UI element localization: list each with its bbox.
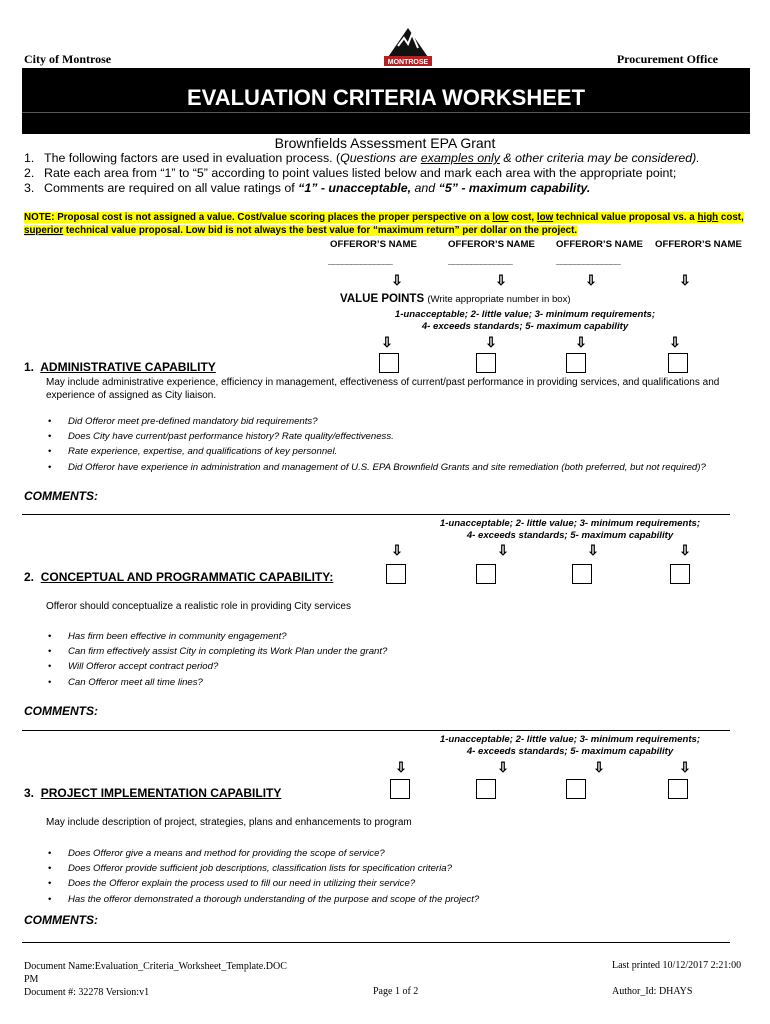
list-item: • Did Offeror meet pre-defined mandatory bid requirements? (48, 416, 318, 427)
page-number: Page 1 of 2 (373, 986, 419, 997)
score-box-offeror-1[interactable] (379, 353, 399, 373)
document-name-cont: PM (24, 974, 39, 985)
list-item: • Has firm been effective in community engagement? (48, 631, 287, 642)
list-item: • Did Offeror have experience in administration and management of U.S. EPA Brownfield Grants and site remediation (both preferred, but not required)? (48, 461, 706, 473)
logo-text: MONTROSE (387, 59, 429, 66)
offeror-name-3: OFFEROR’S NAME (556, 239, 643, 250)
offeror-name-4: OFFEROR’S NAME (655, 239, 742, 250)
score-box-offeror-3[interactable] (566, 779, 586, 799)
score-box-offeror-1[interactable] (390, 779, 410, 799)
offeror-line-1[interactable]: ______________ (328, 255, 392, 266)
section-1-comments-label: COMMENTS: (24, 489, 98, 503)
section-2-description: Offeror should conceptualize a realistic role in providing City services (46, 601, 351, 612)
list-item: • Rate experience, expertise, and qualifications of key personnel. (48, 446, 338, 458)
org-name: City of Montrose (24, 52, 112, 66)
down-arrow-icon: ⇩ (575, 334, 587, 350)
score-box-offeror-3[interactable] (566, 353, 586, 373)
section-2-comments-label: COMMENTS: (24, 704, 98, 718)
section-1-description: May include administrative experience, efficiency in management, effectiveness of current/past performance in providing services, and qualifications and experience of assigned as City liaison. (46, 377, 720, 401)
montrose-logo (384, 26, 432, 66)
score-box-offeror-4[interactable] (668, 779, 688, 799)
department-name: Procurement Office (616, 52, 718, 66)
score-box-offeror-4[interactable] (668, 353, 688, 373)
score-box-offeror-4[interactable] (670, 564, 690, 584)
offeror-name-2: OFFEROR’S NAME (448, 239, 535, 250)
score-box-offeror-2[interactable] (476, 564, 496, 584)
down-arrow-icon: ⇩ (593, 759, 605, 775)
section-1-comments-line[interactable] (22, 514, 730, 515)
score-box-offeror-1[interactable] (386, 564, 406, 584)
instructions-list (24, 151, 700, 196)
down-arrow-icon: ⇩ (395, 759, 407, 775)
section-3-heading: 3. PROJECT IMPLEMENTATION CAPABILITY (24, 786, 282, 800)
title-banner (22, 68, 750, 134)
list-item: • Will Offeror accept contract period? (48, 661, 219, 673)
offeror-line-3[interactable]: ______________ (556, 255, 620, 266)
scale-legend: 1-unacceptable; 2- little value; 3- minimum requirements; 4- exceeds standards; 5- maximum capability (439, 518, 701, 541)
section-2-bullets (48, 629, 758, 690)
list-item: • Does Offeror give a means and method for providing the scope of service? (48, 848, 385, 859)
document-info (24, 960, 287, 999)
section-3-comments-line[interactable] (22, 942, 730, 943)
last-printed: Last printed 10/12/2017 2:21:00 (612, 960, 742, 971)
down-arrow-icon: ⇩ (679, 759, 691, 775)
document-name: Document Name:Evaluation_Criteria_Worksheet_Template.DOC (24, 961, 287, 972)
section-1-heading: 1. ADMINISTRATIVE CAPABILITY (24, 360, 216, 374)
section-2-comments-line[interactable] (22, 730, 730, 731)
section-3-comments-label: COMMENTS: (24, 913, 98, 927)
section-2-heading: 2. CONCEPTUAL AND PROGRAMMATIC CAPABILITY: (24, 570, 334, 584)
down-arrow-icon: ⇩ (495, 272, 507, 288)
score-box-offeror-3[interactable] (572, 564, 592, 584)
instruction-3: 3. Comments are required on all value ratings of “1” - unacceptable, and “5” - maximum capability. (24, 181, 591, 195)
scale-legend: 1-unacceptable; 2- little value; 3- minimum requirements; 4- exceeds standards; 5- maximum capability (439, 734, 701, 757)
list-item: • Can Offeror meet all time lines? (48, 676, 203, 688)
down-arrow-icon: ⇩ (679, 542, 691, 558)
document-number: Document #: 32278 Version:v1 (24, 987, 150, 998)
list-item: • Does City have current/past performance history? Rate quality/effectiveness. (48, 431, 394, 443)
offeror-line-2[interactable]: ______________ (448, 255, 512, 266)
section-1-bullets (48, 414, 758, 475)
scale-legend: 1-unacceptable; 2- little value; 3- minimum requirements; 4- exceeds standards; 5- maximum capability (394, 309, 656, 332)
list-item: • Has the offeror demonstrated a thorough understanding of the purpose and scope of the project? (48, 893, 480, 905)
grant-subtitle: Brownfields Assessment EPA Grant (274, 135, 496, 151)
down-arrow-icon: ⇩ (391, 272, 403, 288)
author-id: Author_Id: DHAYS (612, 986, 693, 997)
down-arrow-icon: ⇩ (585, 272, 597, 288)
instruction-2: 2. Rate each area from “1” to “5” according to point values listed below and mark each area with the appropriate point; (24, 166, 677, 180)
section-3-bullets (48, 846, 758, 907)
list-item: • Does Offeror provide sufficient job descriptions, classification lists for specification criteria? (48, 863, 452, 875)
offeror-name-1: OFFEROR’S NAME (330, 239, 417, 250)
list-item: • Can firm effectively assist City in completing its Work Plan under the grant? (48, 646, 388, 658)
down-arrow-icon: ⇩ (391, 542, 403, 558)
down-arrow-icon: ⇩ (679, 272, 691, 288)
instruction-1: 1. The following factors are used in evaluation process. (Questions are examples only & other criteria may be considered). (24, 151, 700, 165)
down-arrow-icon: ⇩ (485, 334, 497, 350)
section-3-description: May include description of project, strategies, plans and enhancements to program (46, 817, 412, 828)
page-title: EVALUATION CRITERIA WORKSHEET (186, 85, 586, 110)
score-box-offeror-2[interactable] (476, 353, 496, 373)
list-item: • Does the Offeror explain the process used to fill our need in utilizing their service? (48, 878, 416, 890)
score-box-offeror-2[interactable] (476, 779, 496, 799)
down-arrow-icon: ⇩ (587, 542, 599, 558)
proposal-cost-note: NOTE: Proposal cost is not assigned a value. Cost/value scoring places the proper perspective on a low cost, low technical value proposal vs. a high cost, superior technical value proposal. Low bid is not always the best value for “maximum return” per dollar on the project. (24, 212, 744, 236)
down-arrow-icon: ⇩ (497, 542, 509, 558)
down-arrow-icon: ⇩ (497, 759, 509, 775)
down-arrow-icon: ⇩ (381, 334, 393, 350)
down-arrow-icon: ⇩ (669, 334, 681, 350)
value-points-heading: VALUE POINTS (Write appropriate number in box) (340, 293, 571, 305)
